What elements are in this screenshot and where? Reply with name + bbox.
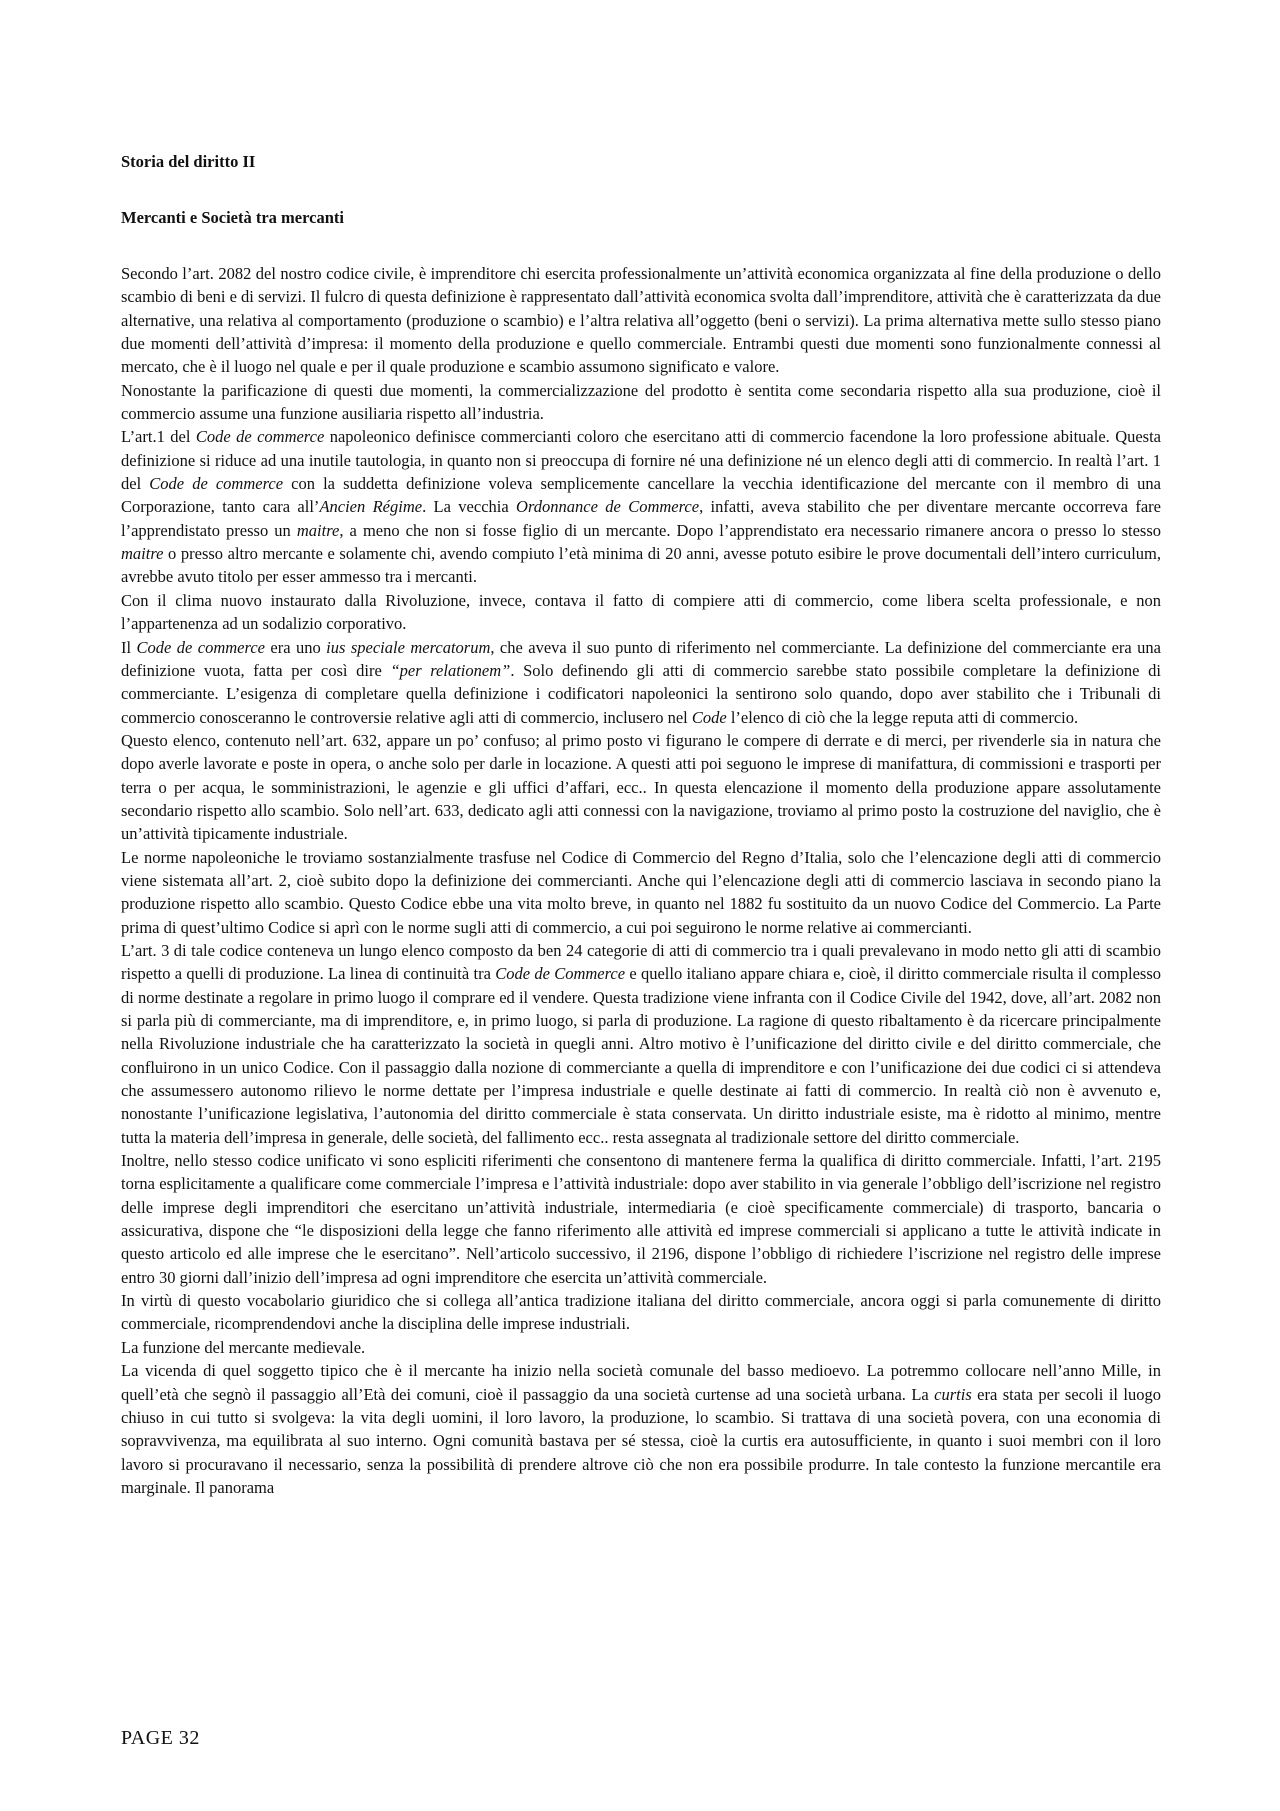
italic-text: ius speciale mercatorum xyxy=(326,637,491,657)
italic-text: Code de commerce xyxy=(136,637,265,657)
body-paragraph xyxy=(121,425,1161,588)
text-run: La vicenda di quel soggetto tipico che è il mercante ha inizio nella società comunale del basso medioevo. La potremmo collocare nell’anno Mille, in quell’età che segnò il passaggio all’Età dei comuni, cioè il passaggio da una società curtense ad una società urbana. La xyxy=(121,1361,1161,1404)
text-run: Le norme napoleoniche le troviamo sostanzialmente trasfuse nel Codice di Commercio del Regno d’Italia, solo che l’elencazione degli atti di commercio viene sistemata all’art. 2, cioè subito dopo la definizione dei commercianti. Anche qui l’elencazione degli atti di commercio lasciava in secondo piano la produzione rispetto allo scambio. Questo Codice ebbe una vita molto breve, in quanto nel 1882 fu sostituito da un nuovo Codice del Commercio. La Parte prima di quest’ultimo Codice si aprì con le norme sugli atti di commercio, a cui poi seguirono le norme relative ai commercianti. xyxy=(121,847,1161,937)
text-run: Inoltre, nello stesso codice unificato vi sono espliciti riferimenti che consentono di mantenere ferma la qualifica di diritto commerciale. Infatti, l’art. 2195 torna esplicitamente a qualificare come commerciale l’impresa e l’attività industriale: dopo aver stabilito in via generale l’obbligo dell’iscrizione nel registro delle imprese degli imprenditori che esercitano un’attività industriale, intermediaria (e cioè specificamente commerciale) di trasporto, bancaria o assicurativa, dispone che “le disposizioni della legge che fanno riferimento alle attività ed imprese commerciali si applicano a tutte le attività indicate in questo articolo ed alle imprese che le esercitano”. Nell’articolo successivo, il 2196, dispone l’obbligo di richiedere l’iscrizione nel registro delle imprese entro 30 giorni dall’inizio dell’impresa ad ogni imprenditore che esercita un’attività commerciale. xyxy=(121,1151,1161,1287)
italic-text: Code de Commerce xyxy=(495,964,626,984)
text-run: , infatti, aveva stabilito che per diventare mercante occorreva fare l’apprendistato presso un xyxy=(121,497,1161,540)
body-paragraph xyxy=(121,379,1161,426)
body-paragraph xyxy=(121,939,1161,1149)
italic-text: Ancien Régime xyxy=(319,497,423,517)
text-run: con la suddetta definizione voleva semplicemente cancellare la vecchia identificazione del mercante con il membro di una Corporazione, tanto cara all’ xyxy=(121,474,1161,517)
text-run: Questo elenco, contenuto nell’art. 632, appare un po’ confuso; al primo posto vi figurano le compere di derrate e di merci, per rivenderle sia in natura che dopo averle lavorate e poste in opera, o anche solo per darle in locazione. A questi atti poi seguono le imprese di manifattura, di commissioni e trasporti per terra o per acqua, le somministrazioni, le agenzie e gli uffici d’affari, ecc.. In questa elencazione il momento della produzione appare assolutamente secondario rispetto allo scambio. Solo nell’art. 633, dedicato agli atti connessi con la navigazione, troviamo al primo posto la costruzione del naviglio, che è un’attività tipicamente industriale. xyxy=(121,730,1161,844)
body-paragraph xyxy=(121,1149,1161,1289)
text-run: Secondo l’art. 2082 del nostro codice civile, è imprenditore chi esercita professionalmente un’attività economica organizzata al fine della produzione o dello scambio di beni e di servizi. Il fulcro di questa definizione è rappresentato dall’attività economica svolta dall’imprenditore, attività che è caratterizzata da due alternative, una relativa al comportamento (produzione o scambio) e l’altra relativa all’oggetto (beni o servizi). La prima alternativa mette sullo stesso piano due momenti dell’attività d’impresa: il momento della produzione e quello commerciale. Entrambi questi due momenti sono funzionalmente connessi al mercato, che è il luogo nel quale e per il quale produzione e scambio assumono significato e valore. xyxy=(121,264,1161,377)
italic-text: Ordonnance de Commerce xyxy=(516,497,700,517)
text-run: Con il clima nuovo instaurato dalla Rivoluzione, invece, contava il fatto di compiere atti di commercio, come libera scelta professionale, e non l’appartenenza ad un sodalizio corporativo. xyxy=(121,590,1161,634)
italic-text: Code de commerce xyxy=(195,427,325,447)
body-paragraph xyxy=(121,1289,1161,1336)
italic-text: maitre xyxy=(296,520,340,540)
italic-text: Code xyxy=(691,707,727,727)
text-run: napoleonico definisce commercianti coloro che esercitano atti di commercio facendone la loro professione abituale. Questa definizione si riduce ad una inutile tautologia, in quanto non si preoccupa di fornire né una definizione né un elenco degli atti di commercio. In realtà l’art. 1 del xyxy=(121,427,1162,494)
text-run: , a meno che non si fosse figlio di un mercante. Dopo l’apprendistato era necessario rimanere ancora o presso lo stesso xyxy=(339,520,1161,540)
document-subtitle: Mercanti e Società tra mercanti xyxy=(121,208,344,227)
text-run: . Solo definendo gli atti di commercio sarebbe stato possibile completare la definizione di commerciante. L’esigenza di completare quella definizione i codificatori napoleonici la sentirono solo quando, dopo aver stabilito che i Tribunali di commercio conosceranno le controversie relative agli atti di commercio, inclusero nel xyxy=(121,660,1161,727)
text-run: , che aveva il suo punto di riferimento nel commerciante. La definizione del commerciante era una definizione vuota, fatta per così dire xyxy=(121,637,1161,680)
document-page xyxy=(121,150,1161,1499)
text-run: era uno xyxy=(264,637,327,657)
text-run: e quello italiano appare chiara e, cioè, il diritto commerciale risulta il complesso di norme destinate a regolare in primo luogo il comprare ed il vendere. Questa tradizione viene infranta con il Codice Civile del 1942, dove, all’art. 2082 non si parla più di commerciante, ma di imprenditore, e, in primo luogo, si parla di produzione. La ragione di questo ribaltamento è da ricercare principalmente nella Rivoluzione industriale che ha caratterizzato la società in quegli anni. Altro motivo è l’unificazione del diritto civile e del diritto commerciale, che confluirono in un unico Codice. Con il passaggio dalla nozione di commerciante a quella di imprenditore e con l’unificazione dei due codici ci si attendeva che assumessero autonomo rilievo le norme dettate per l’impresa industriale e quelle destinate ai fatti di commercio. In realtà ciò non è avvenuto e, nonostante l’unificazione legislativa, l’autonomia del diritto commerciale è stata conservata. Un diritto industriale esiste, ma è ridotto al minimo, mentre tutta la materia dell’impresa in generale, delle società, del fallimento ecc.. resta assegnata al tradizionale settore del diritto commerciale. xyxy=(121,964,1162,1147)
text-run: Il xyxy=(121,637,137,657)
page-number: PAGE 32 xyxy=(121,1727,200,1749)
body-paragraph xyxy=(121,589,1161,636)
italic-text: curtis xyxy=(934,1384,972,1404)
body-paragraph xyxy=(121,636,1161,729)
italic-text: “per relationem” xyxy=(390,660,511,680)
document-body xyxy=(121,262,1161,1499)
document-title: Storia del diritto II xyxy=(121,152,256,171)
body-paragraph xyxy=(121,262,1161,379)
body-paragraph xyxy=(121,729,1161,846)
body-paragraph xyxy=(121,846,1161,939)
text-run: . La vecchia xyxy=(422,497,517,517)
text-run: La funzione del mercante medievale. xyxy=(121,1337,366,1357)
text-run: Nonostante la parificazione di questi due momenti, la commercializzazione del prodotto è sentita come secondaria rispetto alla sua produzione, cioè il commercio assume una funzione ausiliaria rispetto all’industria. xyxy=(121,380,1161,424)
text-run: L’art. 3 di tale codice conteneva un lungo elenco composto da ben 24 categorie di atti di commercio tra i quali prevalevano in modo netto gli atti di scambio rispetto a quelli di produzione. La linea di continuità tra xyxy=(121,940,1161,984)
text-run: In virtù di questo vocabolario giuridico che si collega all’antica tradizione italiana del diritto commerciale, ancora oggi si parla comunemente di diritto commerciale, ricomprendendovi anche la disciplina delle imprese industriali. xyxy=(121,1291,1161,1334)
text-run: o presso altro mercante e solamente chi, avendo compiuto l’età minima di 20 anni, avesse potuto esibire le prove documentali dell’intero curriculum, avrebbe avuto titolo per esser ammesso tra i mercanti. xyxy=(121,544,1161,587)
text-run: l’elenco di ciò che la legge reputa atti di commercio. xyxy=(726,707,1079,727)
italic-text: maitre xyxy=(121,544,164,564)
body-paragraph xyxy=(121,1336,1161,1359)
text-run: era stata per secoli il luogo chiuso in cui tutto si svolgeva: la vita degli uomini, il loro lavoro, la produzione, lo scambio. Si trattava di una società povera, con una economia di sopravvivenza, ma equilibrata al suo interno. Ogni comunità bastava per sé stessa, cioè la curtis era autosufficiente, in quanto i suoi membri con il loro lavoro si procuravano il necessario, senza la possibilità di prendere altrove ciò che non era possibile produrre. In tale contesto la funzione mercantile era marginale. Il panorama xyxy=(121,1384,1161,1497)
italic-text: Code de commerce xyxy=(149,474,284,494)
body-paragraph xyxy=(121,1359,1161,1499)
text-run: L’art.1 del xyxy=(121,427,196,447)
